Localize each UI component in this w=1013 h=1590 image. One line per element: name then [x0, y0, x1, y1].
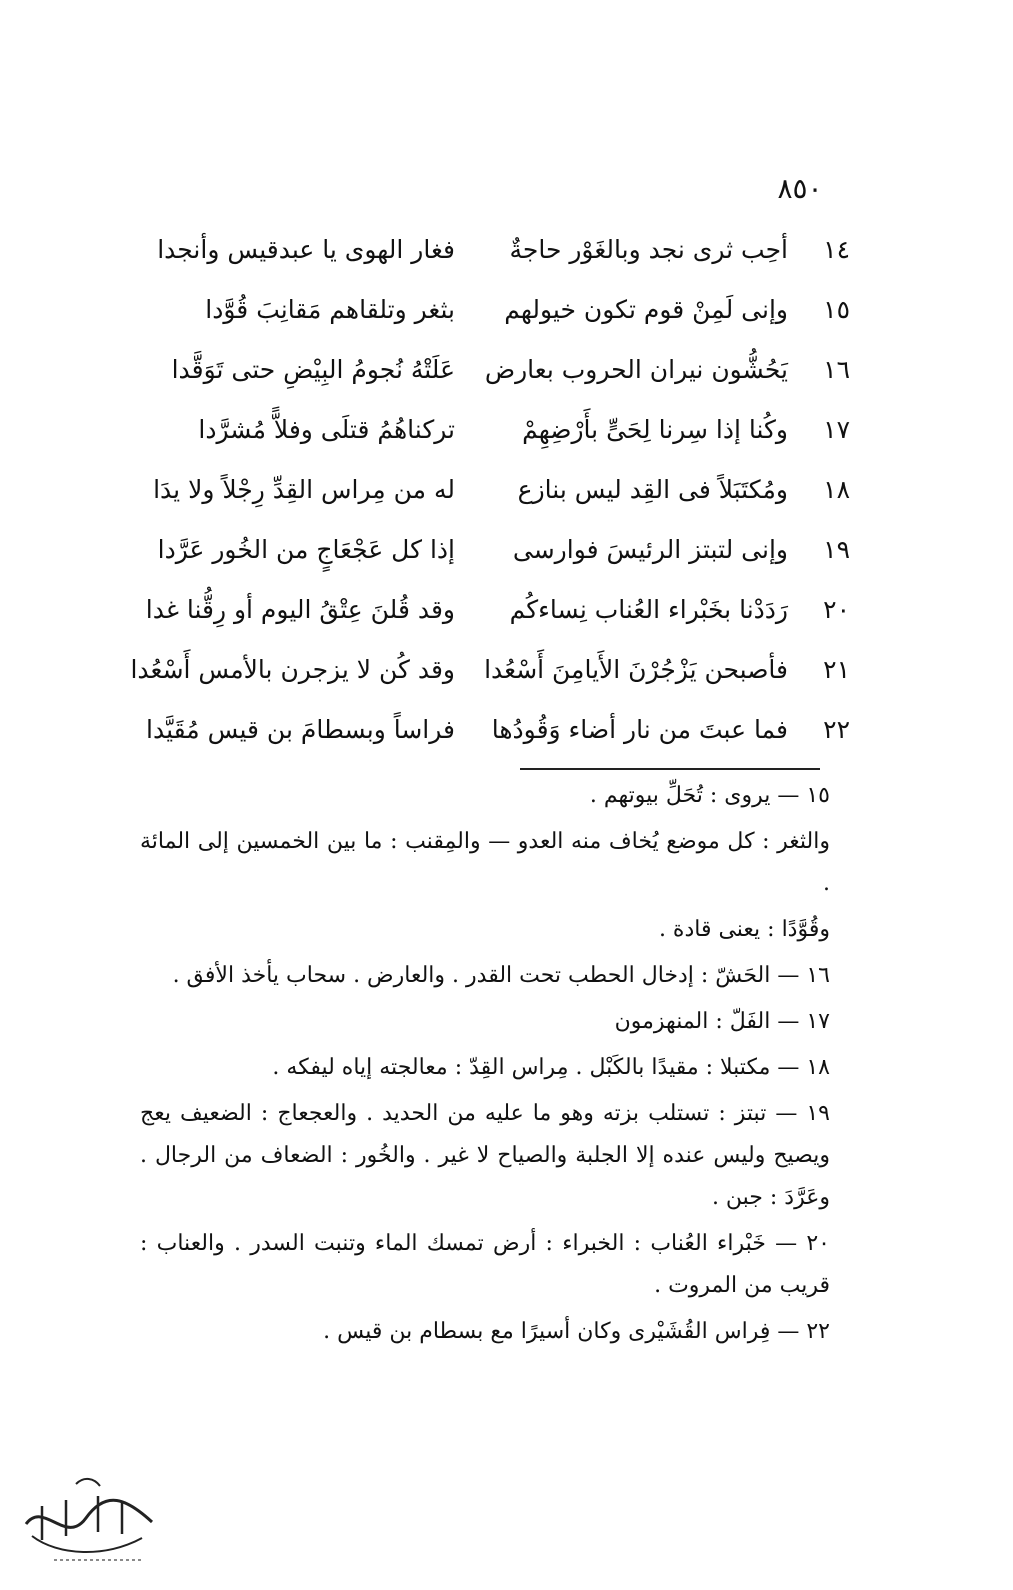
scanner-stamp-logo — [14, 1462, 164, 1572]
footnote: ١٦ — الحَشّ : إدخال الحطب تحت القدر . والعارض . سحاب يأخذ الأفق . — [172, 963, 830, 988]
footnote: ١٧ — الفَلّ : المنهزمون — [614, 1009, 830, 1034]
footnote: وقُوَّدًا : يعنى قادة . — [658, 917, 830, 942]
verse-number: ١٤ — [823, 235, 850, 264]
verse-first-hemistich: أحِب ثرى نجد وبالغَوْر حاجةٌ — [509, 235, 788, 264]
verse-first-hemistich: يَحُشُّون نيران الحروب بعارض — [484, 355, 788, 384]
verse-first-hemistich: وإنى لَمِنْ قوم تكون خيولهم — [504, 295, 788, 324]
verse-second-hemistich: عَلَتْهُ نُجومُ البِيْضِ حتى تَوَقَّدا — [171, 355, 455, 384]
verse-number: ٢٠ — [823, 595, 850, 624]
verse-second-hemistich: وقد كُن لا يزجرن بالأمس أَسْعُدا — [130, 655, 455, 684]
verse-first-hemistich: فما عبتَ من نار أضاء وَقُودُها — [491, 715, 788, 744]
verse-number: ١٦ — [823, 355, 850, 384]
verse-second-hemistich: بثغر وتلقاهم مَقانِبَ قُوَّدا — [205, 295, 455, 324]
footnote: ٢٢ — فِراس القُشَيْرى وكان أسيرًا مع بسطام بن قيس . — [323, 1319, 830, 1344]
verse-row — [150, 288, 850, 348]
verse-number: ١٩ — [823, 535, 850, 564]
verse-first-hemistich: ومُكتَبَلاً فى القِد ليس بنازع — [517, 475, 788, 504]
verse-first-hemistich: وإنى لتبتز الرئيسَ فوارسى — [512, 535, 788, 564]
verse-row — [130, 648, 850, 708]
verse-number: ١٥ — [823, 295, 850, 324]
verse-number: ١٨ — [823, 475, 850, 504]
verse-row — [145, 588, 850, 648]
verse-second-hemistich: تركناهُمُ قتلَى وفلاًّ مُشرَّدا — [198, 415, 455, 444]
verse-first-hemistich: رَدَدْنا بخَبْراء العُناب نِساءكُم — [509, 595, 788, 624]
verse-number: ١٧ — [823, 415, 850, 444]
verse-first-hemistich: فأصبحن يَزْجُرْنَ الأَيامِنَ أَسْعُدا — [484, 655, 788, 684]
footnote: ١٨ — مكتبلا : مقيدًا بالكَبْل . مِراس القِدّ : معالجته إياه ليفكه . — [272, 1055, 830, 1080]
verse-number: ٢١ — [823, 655, 850, 684]
footnote: ١٥ — يروى : تُحَلِّ بيوتهم . — [589, 783, 830, 808]
poem-verses — [130, 228, 850, 768]
verse-number: ٢٢ — [823, 715, 850, 744]
verse-second-hemistich: فراساً وبسطامَ بن قيس مُقَيَّدا — [146, 715, 455, 744]
verse-row — [146, 708, 850, 768]
footnote: ٢٠ — خَبْراء العُناب : الخبراء : أرض تمسك الماء وتنبت السدر . والعناب : قريب من المروت . — [140, 1231, 830, 1298]
verse-first-hemistich: وكُنا إذا سِرنا لِحَىٍّ بأَرْضِهِمْ — [522, 415, 788, 444]
footnotes — [140, 775, 830, 1357]
verse-row — [150, 228, 850, 288]
verse-second-hemistich: إذا كل عَجْعَاجٍ من الخُور عَرَّدا — [157, 535, 455, 564]
verse-row — [150, 468, 850, 528]
page-number: ٨٥٠ — [777, 172, 823, 205]
verse-second-hemistich: وقد قُلنَ عِتْقُ اليوم أو رِقُّنا غدا — [145, 595, 455, 624]
verse-second-hemistich: فغار الهوى يا عبدقيس وأنجدا — [157, 235, 455, 264]
verse-row — [150, 348, 850, 408]
verse-row — [150, 528, 850, 588]
footnote: ١٩ — تبتز : تستلب بزته وهو ما عليه من الحديد . والعجعاج : الضعيف يعج ويصيح وليس عنده إلا الجلبة والصياح لا غير . والخُور : الضعاف من الرجال . وعَرَّدَ : جبن . — [140, 1101, 830, 1210]
verse-second-hemistich: له من مِراس القِدِّ رِجْلاً ولا يدَا — [153, 475, 455, 504]
verse-row — [150, 408, 850, 468]
footnote: والثغر : كل موضع يُخاف منه العدو — والمِقنب : ما بين الخمسين إلى المائة . — [140, 829, 830, 896]
footnote-divider — [520, 768, 820, 770]
